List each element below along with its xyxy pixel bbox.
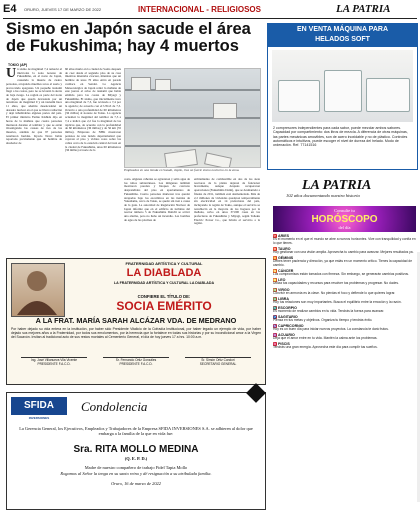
horoscope-sign (273, 234, 416, 246)
horoscope-sign (273, 333, 416, 341)
signature-role: PRESIDENTE F.A.C.D. (119, 361, 153, 366)
machine-image (324, 70, 362, 112)
article-headline: Sismo en Japón sacude el área de Fukushima; hay 4 muertos (6, 20, 251, 55)
diablada-ad (6, 258, 266, 385)
horoscope-banner[interactable] (273, 206, 416, 232)
honor-title: SOCIA EMÉRITO (116, 299, 212, 313)
sign-name: GÉMINIS (278, 256, 294, 261)
sign-name: LIBRA (278, 296, 289, 301)
article-text-2: 60 años murió en la ciudad de Soma después de caer desde el segundo piso de su casa mientras intentaba evacuar, mientras que un hombre de unos 70 años entró en parada cardiaca en Sendai. La Agencia Meteorológica de Japón retiró la mañana de este jueves el aviso de tsunami que había emitido para las costas de Miyagi y Fukushima. El sismo, que inicialmente tuvo una magnitud de 7,3, fue revisado a 7,4 por la agencia; de acuerdo con el USGS de 7,3. Ocurrió a una profundidad de 60 kilómetros (36 millas) al noreste de Tokio. La agencia actualizó la magnitud del temblor de 7,3 a 7,4 e indicó que 2,2 fue la magnitud de las réplicas que, de acuerdo con la profundidad de 60 kilómetros (36 millas) y de 56 km (35 millas). Empresas de NHK mostraron pedazos de una tienda departamental que cayeron al piso y vidrios rotos sobre las calles cerca de la estación central del tren en la ciudad de Fukushima, unos 60 kilómetros (36 millas) al norte de la (65, 68, 121, 153)
sign-text: Hoy es un buen día para iniciar nuevos proyectos. La constancia te dará frutos. (273, 327, 389, 332)
sign-name: ARIES (278, 234, 289, 238)
sign-text: Es momento de realizar cambios en tu vida. Tendrás la fuerza para avanzar. (273, 308, 385, 313)
horoscope-sign (273, 288, 416, 296)
horoscope-sign (273, 324, 416, 332)
horoscope-sign (273, 297, 416, 305)
libra-icon: ♎ (273, 296, 277, 301)
sign-text: Convivir en armonía es la clave. No pierdas el foco y defiende lo que quieres lograr. (273, 290, 396, 295)
condolence-relation: Madre de nuestro compañero de trabajo Fidel Tapia Mollo (84, 465, 188, 470)
article-column-1 (6, 68, 62, 230)
article-byline: TOKIO (AP) (8, 63, 28, 67)
sign-name: CAPRICORNIO (278, 324, 304, 329)
photo-box (213, 103, 237, 119)
condolence-ad (6, 392, 266, 510)
article-column-4 (194, 178, 260, 230)
sale-ad-title-line1: EN VENTA MÁQUINA PARA (297, 26, 388, 33)
company-logo-sub: INVERSIONES (28, 416, 50, 420)
header-rule (3, 18, 417, 19)
article-text-4: enfriamiento de combustible en dos de los siete reactores de la planta dejaron de funcionar brevemente, aunque después recuperaron operaciones (Fukushima Daini), que se desmanteló a finales de 2011, también está desmantelada. Más de 2,2 millones de viviendas quedaron temporalmente sin electricidad en 14 prefecturas del país, incluyendo la región de Tokio, aunque el servicio se restableció en la mayoría de los hogares por la mañana, salvo en unos 37.000 casas en las prefecturas de Fukushima y Miyagi, según Tohoku Electric Power Co., que brinda el servicio a la región. (194, 178, 260, 226)
article-photo (124, 68, 261, 168)
horoscope-sign (273, 256, 416, 268)
signature-name: Ing. José Villanueva Vila Vicente (30, 358, 78, 362)
photo-caption: Empleados en una tienda en Suzaki, Japón, tras un fuerte sismo nocturno en la zona. (124, 168, 240, 172)
company-logo: SFIDA (11, 397, 67, 415)
scorpio-icon: ♏ (273, 305, 277, 310)
virgo-icon: ♍ (273, 287, 277, 292)
signature-name: Sr. Fernando Ortiz Gonzáles (115, 358, 157, 362)
signature-role: SECRETARIO GENERAL (199, 361, 237, 366)
sign-text: Hoy gestionar con una visión amplia. Aprovecha tu cambio para avanzar. Mejores resultados ya. (273, 250, 414, 255)
article-dropcap: U (6, 68, 17, 81)
horoscope-sign (273, 315, 416, 323)
photo-fallen-box (204, 152, 232, 168)
signature-role: PRESIDENTE F.A.C.D. (37, 361, 71, 366)
sale-ad-title-line2: HELADOS SOFT (315, 36, 370, 43)
article-text-1: n sismo de magnitud 7,4 remeció el miércoles la zona noreste de Fukushima, en el norte de Japón, causando la muerte de cuatro personas, arrojando muebles rotos al suelo y provocando apagones. Un pequeño tsunami llegó a las costas, pero no se levantó la alerta de baja riesgo. La región es parte del norte de Japón que quedó devastada por un terremoto de magnitud 9 y un tsunami hace 11 años, que además desencadenó un desastre nuclear en el que se liberó radiación y dejó inhabitables algunas partes del país. El primer ministro Fumio Kishida dijo en horas de la mañana que cuatro personas murieron durante el temblor y que se están investigando las causas de tres de las muertes, además de que 97 personas resultaron heridas. Kyodo News había reportado previamente que un hombre de alrededor de (6, 68, 62, 146)
gemini-icon: ♊ (273, 256, 277, 261)
section-title: INTERNACIONAL - RELIGIOSOS (138, 5, 261, 14)
person-silhouette-icon (11, 263, 63, 315)
sign-text: Hoy tus relaciones son muy importantes. Busca el equilibrio entre la emoción y la razón. (273, 299, 402, 304)
sign-text: Piensa en tus metas y objetivos. Organiza tu tiempo y tendrás éxito. (273, 317, 373, 322)
sign-name: ESCORPIO (278, 305, 297, 310)
article-text-3: costa. Algunas cañerías se agrietaron y salió agua de los tubos subterráneos. Las imágenes también mostraron paredes y bloques de concreto desprendidos del piso en apartamentos de Fukushima. Cuatro personas murieron tras quedar atrapadas bajo los escombros en las tiendas de Yokohama, cerca de Tokio, se quedó sin tren a causa de la guía. La autoridad de Regulación Nuclear de Japón informó que en el edificio de turbinas del reactor número 5 de Fukushima Daiichi se activó una alarma, pero no hubo un incendio. Las bombas de agua de las piscinas de (124, 178, 190, 222)
page-number: E4 (3, 3, 17, 15)
fraternity-org: FRATERNIDAD ARTÍSTICA Y CULTURAL (125, 261, 203, 266)
sign-name: VIRGO (278, 287, 290, 292)
sign-text: Tendrás una gran energía. Aprovecha este día para cumplir tus sueños. (273, 345, 378, 350)
fraternity-line2: CONFIERE EL TÍTULO DE: (137, 294, 191, 299)
page-header (0, 0, 420, 20)
condolence-prayer: Rogamos al Señor la tenga en su santo reino y dé resignación a su atribulada familia. (60, 471, 212, 476)
sign-name: PISCIS (278, 342, 290, 347)
fraternity-line1: LA FRATERNIDAD ARTÍSTICA Y CULTURAL LA DIABLADA (113, 281, 215, 285)
horoscope-list (273, 234, 416, 512)
signature-block (95, 357, 177, 367)
sign-text: Los compromisos están tomados con firmeza. Sin embargo, se generarán cambios positivos. (273, 272, 409, 277)
photo-shelf (125, 117, 260, 119)
signature-block (177, 357, 259, 367)
sign-name: CÁNCER (278, 269, 294, 274)
honoree-name: A LA FRAT. MARÍA SARAH ALCÁZAR VDA. DE MEDRANO (35, 316, 237, 325)
photo-box (155, 79, 171, 91)
photo-fallen-box (164, 149, 198, 168)
patria-logo: LA PATRIA (302, 178, 372, 193)
horoscope-sign (273, 278, 416, 286)
aquarius-icon: ♒ (273, 333, 277, 338)
sale-ad-title (268, 24, 417, 47)
fraternity-name: LA DIABLADA (126, 267, 202, 279)
sign-name: LEO (278, 278, 286, 283)
photo-shelf (125, 145, 260, 147)
diablada-body: Por haber dejado su vida entera en la institución, por haber sido Presidente Vitalicio de la Cofradía Institucional, por haber legado un ejemplo de vida, por haber dejado sus mejores años a la Fraternidad, por todos sus emolumentos, por la herencia que la fortalece en todas sus historias y por su incondicional amor a la Virgen del Socavón. Invitan al tradicional acto de sus restos mortales al Cementerio General, el día de hoy jueves 17 a hrs. 10:00 a.m. (11, 327, 261, 339)
article-column-2 (65, 68, 121, 230)
sagittarius-icon: ♐ (273, 314, 277, 319)
pisces-icon: ♓ (273, 342, 277, 347)
photo-box (131, 77, 151, 91)
condolence-date: Oruro, 16 de marzo de 2022 (111, 481, 161, 486)
sign-text: Debes tener paciencia y dirección, ya que estás en un momento crítico. Tienes la capacidad de cambio. (273, 259, 413, 268)
sign-name: ACUARIO (278, 333, 295, 338)
horoscope-banner-title: HORÓSCOPO (311, 214, 378, 225)
deceased-name: Sra. RITA MOLLO MEDINA (73, 444, 199, 455)
horoscope-banner-small: Consulte tu (334, 208, 355, 213)
sale-ad (267, 23, 418, 170)
aries-icon: ♈ (273, 234, 277, 239)
cancer-icon: ♋ (273, 269, 277, 274)
horoscope-sign (273, 247, 416, 255)
sign-name: SAGITARIO (278, 314, 298, 319)
capricorn-icon: ♑ (273, 324, 277, 329)
horoscope-sign (273, 269, 416, 277)
patria-tagline: 102 años documentando nuestra historia (286, 193, 360, 198)
condolence-intro: La Gerencia General, los Ejecutivos, Empleados y Trabajadores de la Empresa SFIDA INVERSIONES S.A. se adhieren al dolor que embarga a la familia de la que en vida fue: (19, 426, 253, 437)
signature-block (13, 357, 95, 367)
sign-name: TAURO (278, 247, 291, 252)
sale-ad-text: 2 compresores independientes para cada sabor, puede mezclar ambos sabores. Capacidad por compartimiento: dos litros de mezcla. A diferencia de otras máquinas, las partes mecánicas amovibles, son de acero inoxidable y no de plástico. Controles automáticos e intuitivos, puede escoger el nivel de dureza del helado. Modo de ordenación. Ref. 77141516 (273, 126, 408, 148)
sign-text: Es el momento en el que el mundo se abre a nuevos horizontes. Vive con tranquilidad y confía en lo que tienes. (273, 237, 416, 245)
machine-image (278, 80, 320, 112)
newspaper-brand: LA PATRIA (336, 3, 391, 15)
leo-icon: ♌ (273, 278, 277, 283)
taurus-icon: ♉ (273, 247, 277, 252)
deceased-rip: (Q. E. P. D.) (124, 456, 148, 461)
sign-text: Deja que el amor entre en tu vida. Mantén la calma ante los problemas. (273, 336, 378, 341)
horoscope-sign (273, 342, 416, 350)
sale-ad-image (272, 50, 413, 122)
machine-image (366, 78, 410, 112)
mourning-ribbon-icon (246, 383, 266, 403)
sign-text: Utiliza tus capacidades y recursos para resolver tus problemas y progresar. No dudes. (273, 281, 399, 286)
article-column-3 (124, 178, 190, 230)
condolence-title: Condolencia (81, 399, 148, 414)
horoscope-sign (273, 306, 416, 314)
signature-name: Sr. Simón Ortiz Condori (201, 358, 235, 362)
horoscope-banner-foot: del día (338, 225, 351, 230)
issue-date: ORURO, JUEVES 17 DE MARZO DE 2022 (24, 7, 102, 12)
